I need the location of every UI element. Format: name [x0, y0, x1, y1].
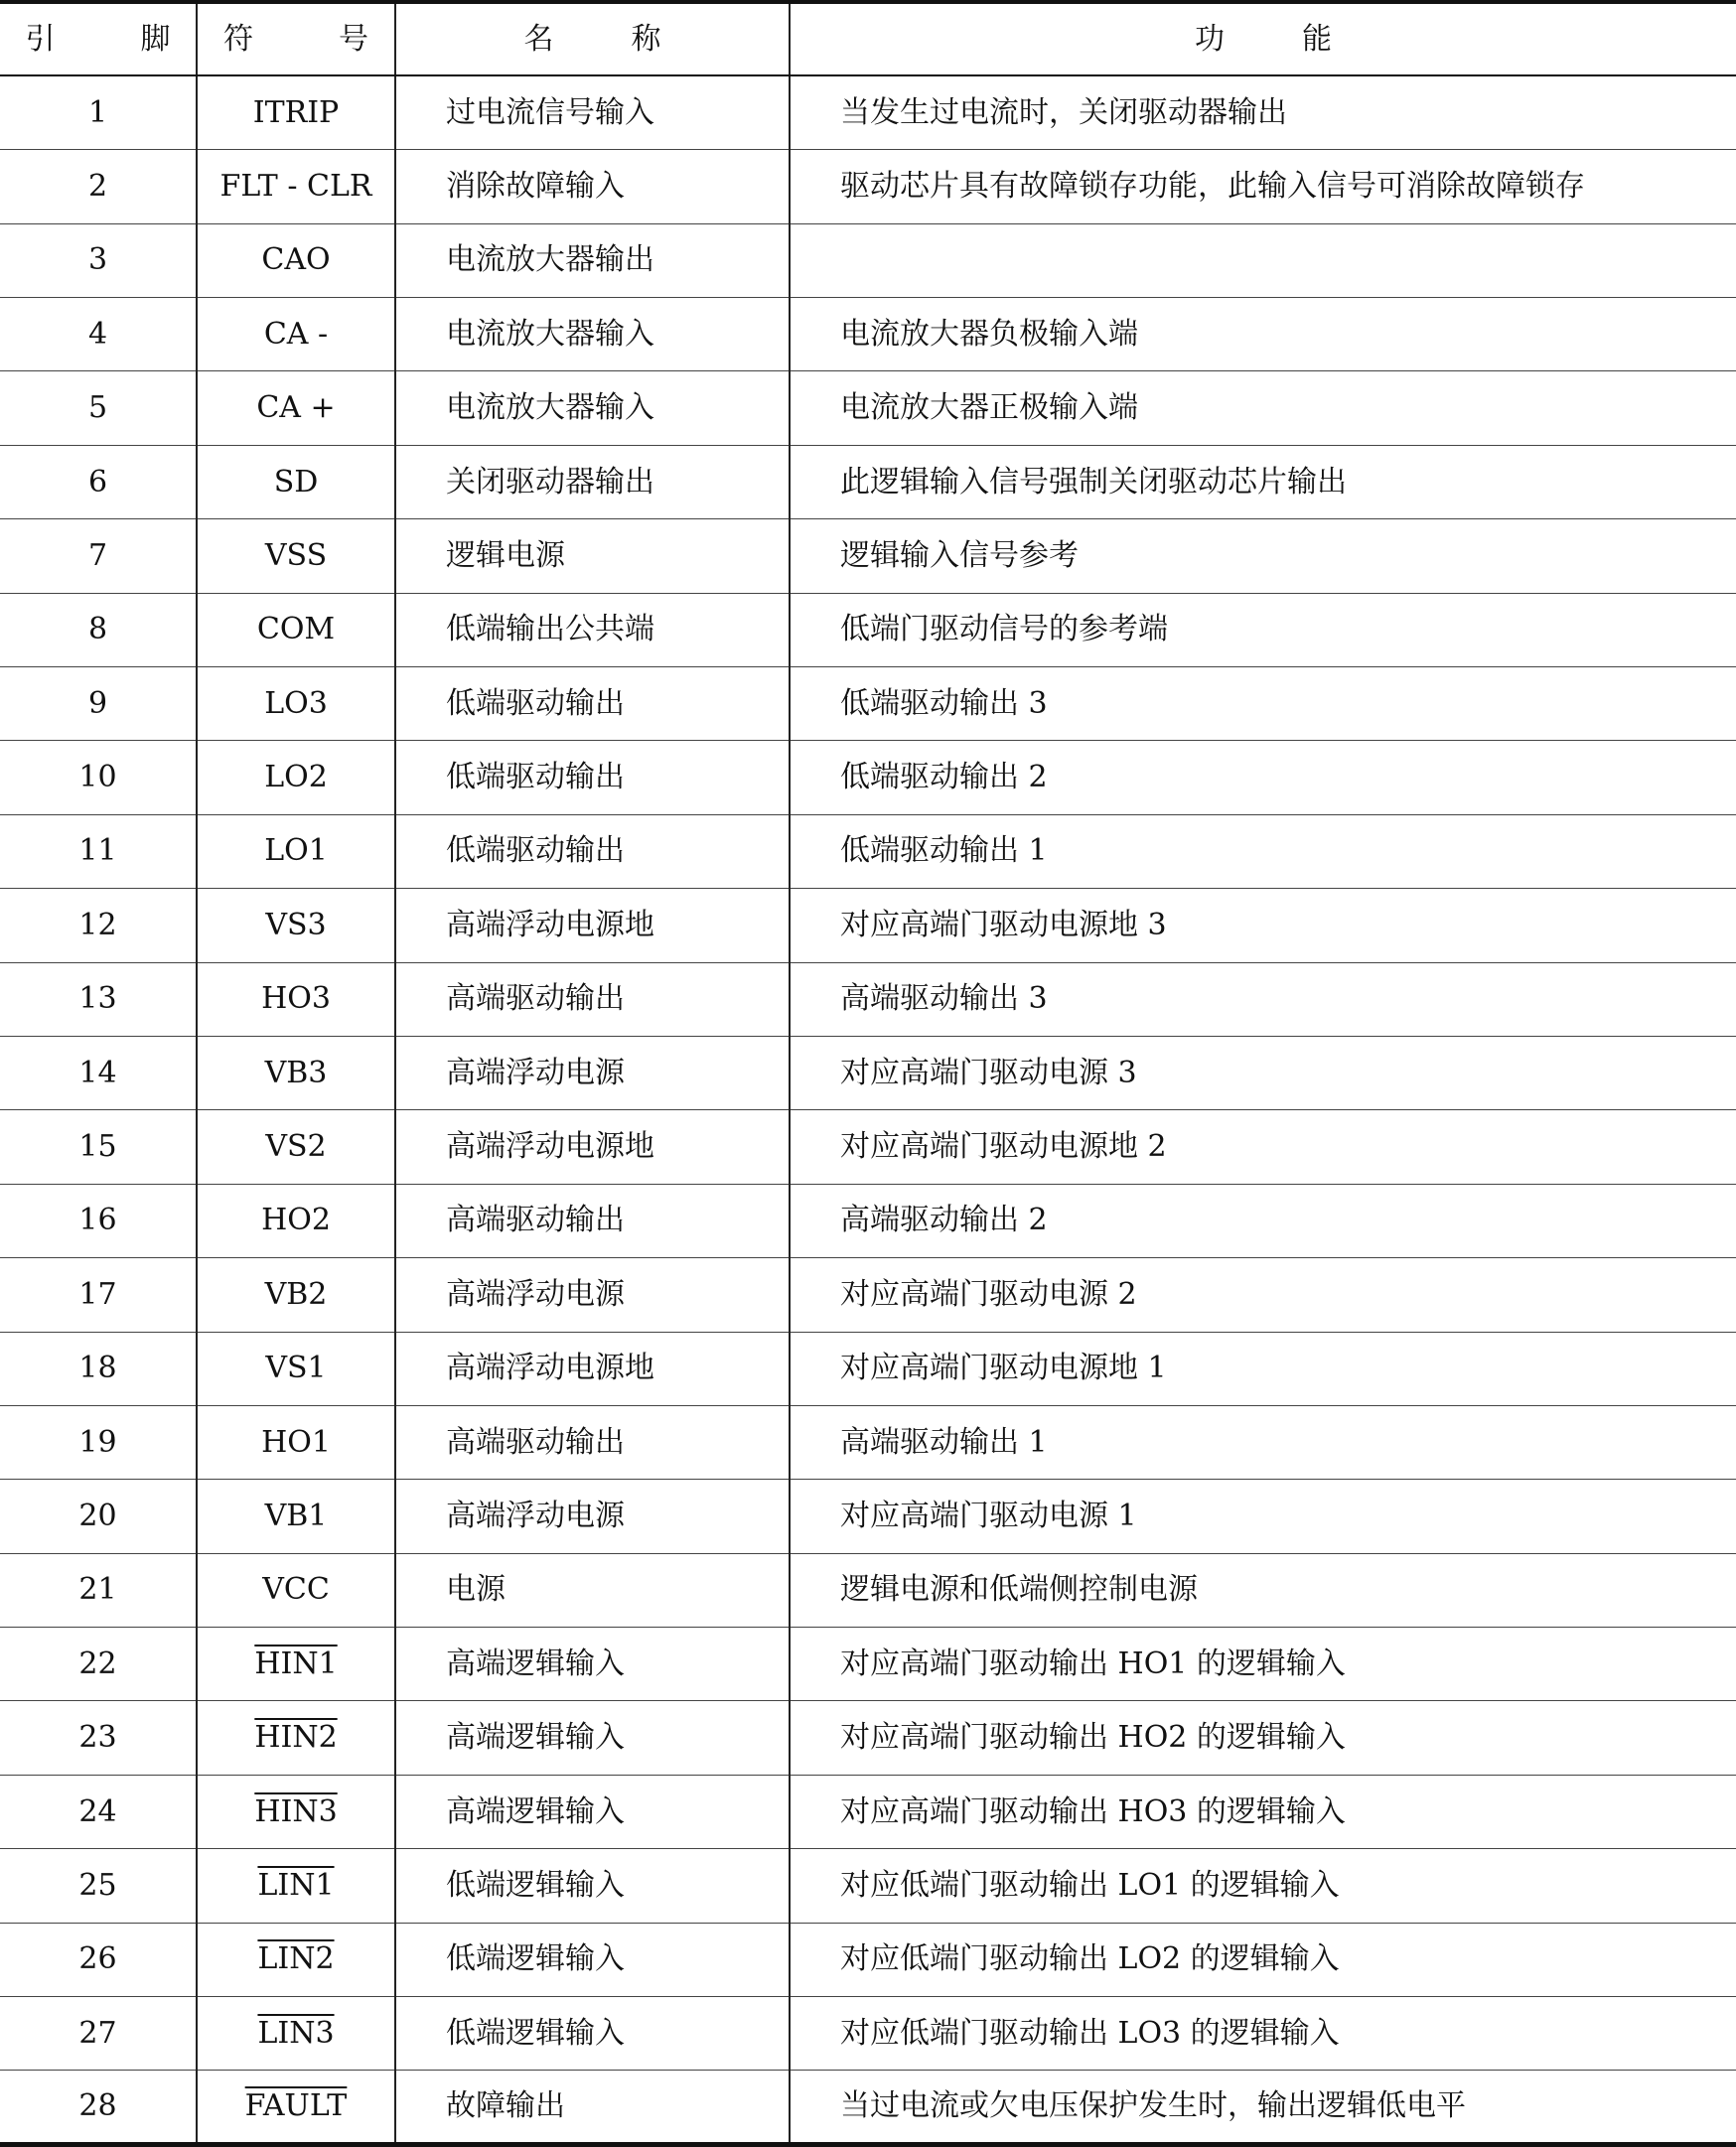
pin-function: 低端驱动输出 3: [790, 667, 1736, 741]
pin-name: 高端逻辑输入: [395, 1628, 790, 1701]
pin-symbol: VS2: [265, 1129, 327, 1165]
pin-name: 电流放大器输入: [395, 371, 790, 445]
table-row: [0, 1849, 1736, 1923]
pin-symbol-cell: [197, 1480, 395, 1553]
pin-symbol: VCC: [262, 1572, 330, 1608]
pin-function: 此逻辑输入信号强制关闭驱动芯片输出: [790, 445, 1736, 518]
pin-function: 低端驱动输出 2: [790, 741, 1736, 814]
pin-symbol-cell: [197, 667, 395, 741]
pin-number: 23: [0, 1701, 197, 1775]
pin-name: 消除故障输入: [395, 150, 790, 223]
pin-symbol: HIN1: [254, 1646, 338, 1681]
pin-number: 20: [0, 1480, 197, 1553]
pin-name: 过电流信号输入: [395, 75, 790, 149]
pin-number: 15: [0, 1110, 197, 1184]
pin-symbol: FAULT: [244, 2088, 348, 2124]
pin-function: 逻辑输入信号参考: [790, 519, 1736, 593]
pin-symbol-cell: [197, 1775, 395, 1848]
header-pin: [0, 2, 197, 75]
pin-number: 28: [0, 2071, 197, 2144]
pin-function: 低端门驱动信号的参考端: [790, 593, 1736, 666]
pin-name: 高端浮动电源: [395, 1036, 790, 1109]
table-row: [0, 298, 1736, 371]
table-row: [0, 814, 1736, 888]
pin-function: [790, 223, 1736, 297]
pin-number: 17: [0, 1258, 197, 1332]
pin-number: 10: [0, 741, 197, 814]
pin-symbol: VB2: [264, 1276, 328, 1312]
pin-function: 电流放大器正极输入端: [790, 371, 1736, 445]
pin-name: 低端驱动输出: [395, 814, 790, 888]
pin-symbol-cell: [197, 150, 395, 223]
table-row: [0, 519, 1736, 593]
pin-symbol-cell: [197, 223, 395, 297]
pin-function: 对应低端门驱动输出 LO3 的逻辑输入: [790, 1997, 1736, 2071]
pin-number: 22: [0, 1628, 197, 1701]
pin-function: 当过电流或欠电压保护发生时，输出逻辑低电平: [790, 2071, 1736, 2144]
pin-symbol: LO1: [264, 833, 328, 869]
pin-function: 对应高端门驱动电源地 3: [790, 889, 1736, 962]
pin-symbol-cell: [197, 2071, 395, 2144]
pin-number: 24: [0, 1775, 197, 1848]
pin-symbol-cell: [197, 75, 395, 149]
header-symbol: [197, 2, 395, 75]
pin-function: 对应低端门驱动输出 LO2 的逻辑输入: [790, 1923, 1736, 1996]
pin-name: 高端浮动电源地: [395, 889, 790, 962]
pin-symbol: VS1: [265, 1351, 327, 1386]
pin-function: 对应高端门驱动电源 1: [790, 1480, 1736, 1553]
pin-function: 高端驱动输出 3: [790, 962, 1736, 1036]
table-row: [0, 223, 1736, 297]
pin-symbol: VS3: [265, 907, 327, 942]
pin-symbol-cell: [197, 1701, 395, 1775]
pin-symbol-cell: [197, 1997, 395, 2071]
pin-number: 4: [0, 298, 197, 371]
table-row: [0, 593, 1736, 666]
pin-symbol-cell: [197, 593, 395, 666]
header-symbol-char-1: 符: [223, 21, 253, 57]
table-row: [0, 667, 1736, 741]
pin-name: 高端浮动电源: [395, 1480, 790, 1553]
pin-number: 14: [0, 1036, 197, 1109]
pin-function: 对应高端门驱动电源 2: [790, 1258, 1736, 1332]
pin-number: 13: [0, 962, 197, 1036]
pin-function: 高端驱动输出 1: [790, 1405, 1736, 1479]
pin-name: 低端逻辑输入: [395, 1997, 790, 2071]
header-name: [395, 2, 790, 75]
pin-symbol: VSS: [264, 537, 328, 573]
pin-symbol: CAO: [261, 242, 331, 278]
table-row: [0, 2071, 1736, 2144]
table-row: [0, 1110, 1736, 1184]
pin-name: 高端驱动输出: [395, 1405, 790, 1479]
pin-number: 26: [0, 1923, 197, 1996]
pin-symbol-cell: [197, 298, 395, 371]
pin-number: 5: [0, 371, 197, 445]
pin-name: 电流放大器输出: [395, 223, 790, 297]
pin-number: 18: [0, 1332, 197, 1405]
pin-number: 25: [0, 1849, 197, 1923]
pin-symbol: HO2: [261, 1203, 331, 1238]
pin-symbol-cell: [197, 1332, 395, 1405]
pin-name: 低端驱动输出: [395, 667, 790, 741]
pin-name: 低端驱动输出: [395, 741, 790, 814]
pin-number: 27: [0, 1997, 197, 2071]
pin-name: 高端逻辑输入: [395, 1775, 790, 1848]
pin-symbol: LIN3: [257, 2015, 335, 2051]
table-row: [0, 1553, 1736, 1627]
pin-symbol-cell: [197, 741, 395, 814]
pin-number: 21: [0, 1553, 197, 1627]
pin-symbol: LO2: [264, 760, 328, 795]
pin-symbol-cell: [197, 1628, 395, 1701]
pin-number: 11: [0, 814, 197, 888]
table-row: [0, 150, 1736, 223]
pin-symbol-cell: [197, 1553, 395, 1627]
table-row: [0, 741, 1736, 814]
table-row: [0, 1480, 1736, 1553]
pin-function: 对应低端门驱动输出 LO1 的逻辑输入: [790, 1849, 1736, 1923]
pin-symbol: CA +: [256, 390, 336, 426]
pin-number: 2: [0, 150, 197, 223]
pin-function: 当发生过电流时，关闭驱动器输出: [790, 75, 1736, 149]
header-name-char-1: 名: [523, 21, 554, 57]
pin-name: 高端浮动电源地: [395, 1110, 790, 1184]
pin-function: 电流放大器负极输入端: [790, 298, 1736, 371]
pin-function: 高端驱动输出 2: [790, 1184, 1736, 1257]
pin-name: 高端浮动电源地: [395, 1332, 790, 1405]
table-row: [0, 1775, 1736, 1848]
pin-symbol-cell: [197, 1110, 395, 1184]
pin-number: 1: [0, 75, 197, 149]
pin-function: 逻辑电源和低端侧控制电源: [790, 1553, 1736, 1627]
table-body: [0, 75, 1736, 2144]
pin-function: 驱动芯片具有故障锁存功能，此输入信号可消除故障锁存: [790, 150, 1736, 223]
table-row: [0, 889, 1736, 962]
pin-function: 对应高端门驱动输出 HO2 的逻辑输入: [790, 1701, 1736, 1775]
pin-function: 对应高端门驱动电源地 2: [790, 1110, 1736, 1184]
pin-symbol-cell: [197, 1849, 395, 1923]
pin-symbol: HIN3: [254, 1793, 338, 1829]
pin-name: 高端逻辑输入: [395, 1701, 790, 1775]
pin-symbol: LIN1: [257, 1867, 335, 1903]
table-row: [0, 1923, 1736, 1996]
pin-name: 电流放大器输入: [395, 298, 790, 371]
header-pin-char-2: 脚: [140, 21, 171, 57]
header-name-char-2: 称: [631, 21, 661, 57]
pin-symbol-cell: [197, 1923, 395, 1996]
pin-symbol: FLT - CLR: [219, 168, 372, 204]
pin-function: 对应高端门驱动电源地 1: [790, 1332, 1736, 1405]
pin-number: 3: [0, 223, 197, 297]
table-row: [0, 1258, 1736, 1332]
header-function: [790, 2, 1736, 75]
table-row: [0, 1184, 1736, 1257]
pin-name: 低端输出公共端: [395, 593, 790, 666]
header-row: [0, 2, 1736, 75]
table-row: [0, 1036, 1736, 1109]
pin-symbol: HIN2: [254, 1720, 338, 1756]
pin-function: 对应高端门驱动电源 3: [790, 1036, 1736, 1109]
table-row: [0, 1405, 1736, 1479]
pin-number: 16: [0, 1184, 197, 1257]
pin-number: 9: [0, 667, 197, 741]
pin-number: 19: [0, 1405, 197, 1479]
pin-name: 低端逻辑输入: [395, 1849, 790, 1923]
table-row: [0, 371, 1736, 445]
pin-symbol: HO1: [261, 1424, 331, 1460]
pin-function: 低端驱动输出 1: [790, 814, 1736, 888]
pin-symbol: LO3: [264, 685, 328, 721]
table-row: [0, 1997, 1736, 2071]
pin-number: 8: [0, 593, 197, 666]
table-row: [0, 445, 1736, 518]
pin-function: 对应高端门驱动输出 HO3 的逻辑输入: [790, 1775, 1736, 1848]
pin-symbol: ITRIP: [252, 94, 340, 130]
pin-symbol-cell: [197, 519, 395, 593]
table-row: [0, 962, 1736, 1036]
table-row: [0, 75, 1736, 149]
header-symbol-char-2: 号: [339, 21, 368, 57]
pin-symbol: LIN2: [257, 1941, 335, 1977]
header-pin-char-1: 引: [25, 21, 56, 57]
table-header: [0, 2, 1736, 75]
pin-name: 高端驱动输出: [395, 1184, 790, 1257]
pin-symbol-cell: [197, 889, 395, 962]
pin-symbol-cell: [197, 1258, 395, 1332]
table-row: [0, 1628, 1736, 1701]
pin-name: 高端浮动电源: [395, 1258, 790, 1332]
pin-name: 电源: [395, 1553, 790, 1627]
pin-symbol-cell: [197, 1405, 395, 1479]
pin-symbol-cell: [197, 814, 395, 888]
pin-name: 低端逻辑输入: [395, 1923, 790, 1996]
pin-symbol-cell: [197, 1184, 395, 1257]
header-function-char-1: 功: [1195, 21, 1225, 57]
pin-number: 7: [0, 519, 197, 593]
pin-symbol: VB1: [264, 1499, 328, 1533]
header-function-char-2: 能: [1302, 21, 1332, 57]
pin-symbol: CA -: [263, 316, 329, 352]
pin-symbol-cell: [197, 1036, 395, 1109]
pin-symbol: COM: [256, 612, 336, 647]
pin-symbol: HO3: [261, 981, 331, 1017]
pin-symbol: SD: [273, 464, 319, 500]
pin-number: 6: [0, 445, 197, 518]
pin-function: 对应高端门驱动输出 HO1 的逻辑输入: [790, 1628, 1736, 1701]
table-row: [0, 1701, 1736, 1775]
pin-name: 逻辑电源: [395, 519, 790, 593]
pin-name: 高端驱动输出: [395, 962, 790, 1036]
pin-symbol-cell: [197, 445, 395, 518]
pin-name: 故障输出: [395, 2071, 790, 2144]
pin-name: 关闭驱动器输出: [395, 445, 790, 518]
pin-symbol: VB3: [264, 1055, 328, 1090]
pin-number: 12: [0, 889, 197, 962]
table-row: [0, 1332, 1736, 1405]
pin-symbol-cell: [197, 962, 395, 1036]
pin-symbol-cell: [197, 371, 395, 445]
